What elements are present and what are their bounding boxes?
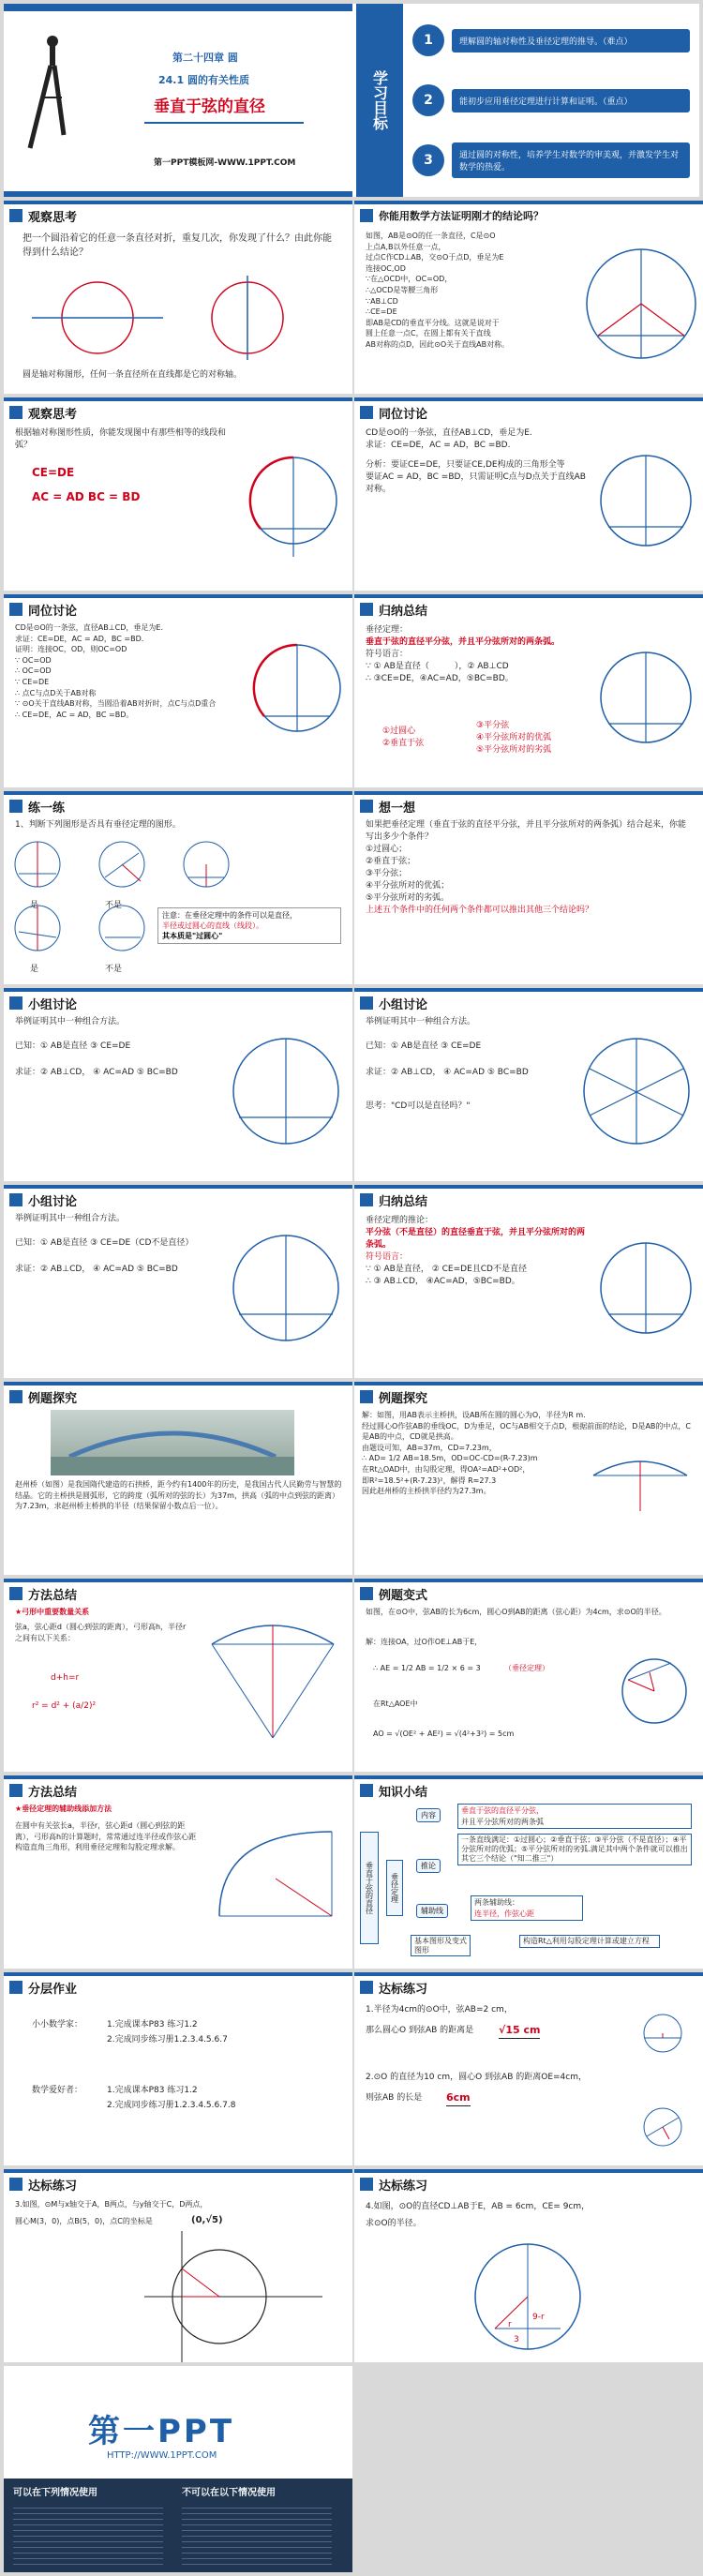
method1-f2: r² = d² + (a/2)² [32, 1701, 97, 1711]
slide-method-1 [4, 1579, 352, 1772]
slide-group-3 [4, 1185, 352, 1378]
proof-circle-diagram [585, 219, 697, 388]
fold-diagram [22, 276, 341, 360]
slide-title: 练一练 [28, 801, 66, 816]
variant-a2: ∴ AE = 1/2 AB = 1/2 × 6 = 3 [373, 1664, 481, 1672]
goal-text-3: 通过圆的对称性，培养学生对数学的审美观，并激发学生对数学的热爱。 [452, 142, 690, 178]
method2-text: 在圆中有关弦长a，半径r，弦心距d（圆心到弦的距离），弓形高h的计算题时，常常通过连半径或作弦心距构造直角三角形，利用垂径定理和勾股定理求解。 [15, 1821, 197, 1852]
cover-section: 24.1 圆的有关性质 [158, 74, 249, 86]
ex3-9r: 9-r [532, 2313, 545, 2322]
slide-exercise-1 [354, 1972, 703, 2165]
slide-exercise-2 [4, 2169, 352, 2362]
method2-diagram [210, 1822, 341, 1935]
bridge-photo [51, 1410, 294, 1475]
slide-cover [4, 4, 699, 197]
slide-discuss-1 [354, 397, 703, 591]
slide-title: 分层作业 [28, 1982, 78, 1997]
observe2-question: 根据轴对称图形性质，你能发现图中有那些相等的线段和弧？ [15, 428, 227, 451]
slide-practice [4, 791, 352, 984]
slide-title: 达标练习 [379, 2179, 428, 2194]
homework-b1: 小小数学家： [32, 2020, 83, 2029]
group1-diagram [225, 1026, 347, 1166]
method2-head: ★垂径定理的辅助线添加方法 [15, 1805, 112, 1813]
knowledge-aux-text: 两条辅助线： 连半径，作弦心距 [471, 1895, 583, 1921]
slide-title: 方法总结 [28, 1785, 78, 1800]
slide-title: 知识小结 [379, 1785, 428, 1800]
group3-sub: 举例证明其中一种组合方法。 [15, 1214, 126, 1223]
ex1-q2: 2.⊙O 的直径为10 cm，圆心O 到弦AB 的距离OE=4cm， [366, 2073, 587, 2082]
slide-title: 小组讨论 [379, 997, 428, 1012]
method1-diagram [202, 1607, 343, 1747]
practice-note: 注意：在垂径定理中的条件可以是直径， 半径或过圆心的直线（线段）。 其本质是"过圆心" [157, 907, 341, 944]
slide-discuss-2 [4, 594, 352, 787]
ex3-diagram [467, 2231, 589, 2362]
discuss1-diagram [594, 426, 697, 576]
ex2-coordinate-diagram [144, 2231, 332, 2362]
group3-known: 已知：① AB是直径 ③ CE=DE（CD不是直径） [15, 1238, 194, 1248]
slide-title: 小组讨论 [28, 997, 78, 1012]
goal-text-1: 理解圆的轴对称性及垂径定理的推导。（难点） [452, 29, 690, 52]
variant-a1: 解：连接OA，过O作OE⊥AB于E， [366, 1638, 483, 1646]
slide-observe-2 [4, 397, 352, 591]
slide-title: 归纳总结 [379, 1194, 428, 1209]
group1-prove: 求证：② AB⊥CD， ④ AC=AD ⑤ BC=BD [15, 1068, 178, 1077]
slide-footer [4, 2366, 352, 2572]
cover-chapter: 第二十四章 圆 [172, 52, 238, 64]
goal-item-3 [412, 137, 690, 184]
slide-summary-1 [354, 594, 703, 787]
homework-b1a: 1.完成课本P83 练习1.2 [107, 2020, 198, 2029]
homework-b1b: 2.完成同步练习册1.2.3.4.5.6.7 [107, 2035, 228, 2044]
knowledge-node-aux: 辅助线 [416, 1904, 448, 1918]
slide-example-1 [4, 1382, 352, 1575]
summary1-diagram [594, 622, 697, 772]
group2-diagram [576, 1026, 697, 1166]
goals-panel [356, 4, 699, 197]
example2-arc [589, 1457, 692, 1513]
ex1-a2: 6cm [446, 2090, 471, 2106]
practice-label-2: 不是 [105, 901, 123, 910]
ex1-diagram-2 [639, 2104, 686, 2150]
knowledge-node-corollary: 推论 [416, 1859, 441, 1873]
observe2-diagram [242, 435, 345, 576]
slide-title: 同位讨论 [379, 407, 428, 422]
cover-site: 第一PPT模板网-WWW.1PPT.COM [154, 158, 296, 168]
example2-lines: 解：如图，用AB表示主桥拱，设AB所在圆的圆心为O，半径为R m. 经过圆心O作弦AB的垂线OC，D为垂足，OC与AB相交于点D，根据前面的结论，D是AB的中点，C是AB的中点，CD就是拱高。 由题设可知，AB=37m，CD=7.23m， ∴ AD= 1/2 AB=18.5m，OD=OC-CD=(R-7.23)m 在Rt△OAD中，由勾股定理，得OA²=AD²+OD²， 即R²=18.5²+(R-7.23)²，解得 R≈27.3 因此赵州桥的主桥拱半径约为27.3m。 [362, 1411, 692, 1496]
slide-exercise-3 [354, 2169, 703, 2362]
ex2-q2: 圆心M(3，0)，点B(5，0)，点C的坐标是 [15, 2217, 153, 2225]
knowledge-mid: 垂径定理 [386, 1860, 403, 1916]
slide-title: 你能用数学方法证明刚才的结论吗？ [379, 210, 544, 222]
slide-title: 例题探究 [28, 1391, 78, 1406]
think-lines: 如果把垂径定理（垂直于弦的直径平分弦，并且平分弦所对的两条弧）结合起来，你能写出多少个条件？ ①过圆心； ②垂直于弦； ③平分弦； ④平分弦所对的优弧； ⑤平分弦所对的劣弧。 上述五个条件中的任何两个条件都可以推出其他三个结论吗？ [366, 820, 687, 916]
summary1-cond: ①过圆心 ②垂直于弦 [382, 726, 425, 749]
method1-text: 弦a，弦心距d（圆心到弦的距离），弓形高h，半径r之间有以下关系： [15, 1623, 187, 1642]
ex1-q1b: 那么圆心O 到弦AB 的距离是 [366, 2026, 474, 2035]
practice-label-1: 是 [30, 901, 39, 910]
slide-summary-2 [354, 1185, 703, 1378]
ex1-q2b: 则弦AB 的长是 [366, 2093, 423, 2103]
homework-b2a: 1.完成课本P83 练习1.2 [107, 2086, 198, 2095]
slide-title: 达标练习 [379, 1982, 428, 1997]
practice-label-4: 不是 [105, 965, 123, 974]
bridge-icon [51, 1410, 294, 1475]
slide-group-2 [354, 988, 703, 1181]
goal-text-2: 能初步应用垂径定理进行计算和证明。（重点） [452, 89, 690, 112]
slide-title: 达标练习 [28, 2179, 78, 2194]
goal-num-3: 3 [412, 144, 444, 176]
homework-b2b: 2.完成同步练习册1.2.3.4.5.6.7.8 [107, 2101, 236, 2110]
knowledge-corollary-text: 一条直线满足：①过圆心；②垂直于弦；③平分弦（不是直径）；④平分弦所对的优弧；⑤平分弦所对的劣弧.满足其中两个条件就可以推出其它三个结论（"知二推三"） [457, 1834, 692, 1865]
observe2-eq1: CE=DE [32, 466, 75, 479]
group2-known: 已知：① AB是直径 ③ CE=DE [366, 1041, 482, 1051]
summary1-text: 垂径定理： 垂直于弦的直径平分弦，并且平分弦所对的两条弧。 符号语言： ∵ ① AB是直径（ ），② AB⊥CD ∴ ③CE=DE，④AC=AD，⑤BC=BD。 [366, 625, 561, 684]
footer-logo: 第一PPT [88, 2413, 235, 2450]
slide-knowledge [354, 1775, 703, 1969]
summary2-text: 垂径定理的推论： 平分弦（不是直径）的直径垂直于弦，并且平分弦所对的两条弧。 符号语言： ∵ ① AB是直径， ② CE=DE且CD不是直径 ∴ ③ AB⊥CD， ④AC=AD，⑤BC=BD。 [366, 1216, 586, 1287]
practice-question: 1、判断下列图形是否具有垂径定理的图形。 [15, 820, 181, 830]
ex3-q: 4.如图，⊙O的直径CD⊥AB于E，AB = 6cm，CE= 9cm， [366, 2202, 591, 2211]
slide-title: 观察思考 [28, 407, 78, 422]
goal-item-1 [412, 17, 690, 64]
practice-label-3: 是 [30, 965, 39, 974]
summary2-diagram [594, 1213, 697, 1363]
knowledge-node-basic: 基本图形及变式图形 [411, 1935, 471, 1956]
variant-question: 如图，在⊙O中，弦AB的长为6cm，圆心O到AB的距离（弦心距）为4cm，求⊙O的半径。 [366, 1608, 666, 1616]
observe-question: 把一个圆沿着它的任意一条直径对折，重复几次，你发现了什么？由此你能得到什么结论？ [22, 233, 332, 258]
ex2-ans: (0,√5) [191, 2215, 223, 2225]
slide-title: 同位讨论 [28, 604, 78, 619]
homework-b2: 数学爱好者： [32, 2086, 83, 2095]
slide-group-1 [4, 988, 352, 1181]
discuss2-lines: CD是⊙O的一条弦，直径AB⊥CD，垂足为E. 求证：CE=DE，AC = AD，BC =BD. 证明：连接OC，OD，则OC=OD ∵ OC=OD ∴ OC=OD ∵ CE=DE ∴ 点C与点D关于AB对称 ∵ ⊙O关于直线AB对称，当圆沿着AB对折时，点C与点D重合 ∴ CE=DE，AC = AD，BC =BD。 [15, 623, 217, 719]
slide-title: 想一想 [379, 801, 416, 816]
ex3-q2: 求⊙O的半径。 [366, 2219, 422, 2228]
slide-title: 小组讨论 [28, 1194, 78, 1209]
footer-left-title: 可以在下列情况使用 [13, 2488, 97, 2498]
group3-prove: 求证：② AB⊥CD， ④ AC=AD ⑤ BC=BD [15, 1265, 178, 1274]
slide-example-variant [354, 1579, 703, 1772]
slide-homework [4, 1972, 352, 2165]
footer-right-title: 不可以在以下情况使用 [182, 2488, 276, 2498]
variant-a4: 在Rt△AOE中 [373, 1700, 418, 1708]
proof-lines: 如图，AB是⊙O的任一条直径，C是⊙O 上点A,B以外任意一点， 过点C作CD⊥AB，交⊙O于点D，垂足为E 连接OC,OD ∵在△OCD中，OC=OD， ∴△OCD是等腰三角形 ∵AB⊥CD ∴CE=DE 即AB是CD的垂直平分线。这就是说对于 圆上任意一点C，在圆上都有关于直线 AB对称的点D，因此⊙O关于直线AB对称。 [366, 232, 510, 349]
slide-title: 归纳总结 [379, 604, 428, 619]
ex1-q1: 1.半径为4cm的⊙O中，弦AB=2 cm， [366, 2005, 513, 2014]
ex3-r: r [508, 2320, 512, 2329]
variant-diagram [617, 1654, 692, 1729]
method1-head: ★弓形中重要数量关系 [15, 1608, 90, 1616]
slide-title: 方法总结 [28, 1588, 78, 1603]
group2-think: 思考："CD可以是直径吗？" [366, 1101, 471, 1111]
discuss1-lines: CD是⊙O的一条弦，直径AB⊥CD，垂足为E. 求证：CE=DE，AC = AD，BC =BD. 分析：要证CE=DE，只要证CE,DE构成的三角形全等 要证AC = AD，BC =BD，只需证明C点与D点关于直线AB对称。 [366, 428, 586, 495]
slide-proof [354, 201, 703, 394]
knowledge-node-content: 内容 [416, 1808, 441, 1822]
knowledge-basic-text: 构造Rt△利用勾股定理计算或建立方程 [519, 1935, 660, 1948]
group3-diagram [225, 1222, 347, 1363]
slide-observe-1 [4, 201, 352, 394]
group1-sub: 举例证明其中一种组合方法。 [15, 1017, 126, 1026]
knowledge-root: 垂直于弦的直径 [360, 1832, 379, 1944]
ex1-diagram-1 [639, 2010, 686, 2057]
method1-f1: d+h=r [51, 1673, 80, 1683]
group1-known: 已知：① AB是直径 ③ CE=DE [15, 1041, 131, 1051]
goal-num-2: 2 [412, 84, 444, 116]
footer-url: HTTP://WWW.1PPT.COM [107, 2450, 217, 2461]
compass-icon [21, 32, 77, 154]
slide-title: 例题探究 [379, 1391, 428, 1406]
slide-title: 观察思考 [28, 210, 78, 225]
ex3-3: 3 [514, 2335, 519, 2344]
cover-title: 垂直于弦的直径 [154, 97, 265, 116]
group2-prove: 求证：② AB⊥CD， ④ AC=AD ⑤ BC=BD [366, 1068, 529, 1077]
variant-a3: （垂径定理） [504, 1664, 549, 1672]
goal-num-1: 1 [412, 24, 444, 56]
observe-conclusion: 圆是轴对称图形，任何一条直径所在直线都是它的对称轴。 [22, 370, 243, 380]
ex1-a1: √15 cm [499, 2023, 540, 2039]
knowledge-content-text: 垂直于弦的直径平分弦， 并且平分弦所对的两条弧 [457, 1804, 692, 1829]
practice-diagrams [9, 834, 347, 966]
summary1-concl: ③平分弦 ④平分弦所对的优弧 ⑤平分弦所对的劣弧 [476, 721, 552, 756]
observe2-eq2: AC = AD BC = BD [32, 490, 141, 503]
slide-title: 例题变式 [379, 1588, 428, 1603]
ex2-q: 3.如图，⊙M与x轴交于A，B两点，与y轴交于C，D两点， [15, 2200, 208, 2209]
slide-method-2 [4, 1775, 352, 1969]
slide-example-2 [354, 1382, 703, 1575]
discuss2-diagram [246, 622, 349, 763]
example1-text: 赵州桥（如图）是我国隋代建造的石拱桥，距今约有1400年的历史，是我国古代人民勤劳与智慧的结晶。它的主桥拱是圆弧形，它的跨度（弧所对的弦的长）为37m，拱高（弧的中点到弦的距离）为7.23m，求赵州桥主桥拱的半径（结果保留小数点后一位）。 [15, 1480, 342, 1511]
goal-item-2 [412, 77, 690, 124]
variant-a5: AO = √(OE² + AE²) = √(4²+3²) = 5cm [373, 1730, 515, 1738]
footer-dark-panel [4, 2479, 352, 2572]
slide-think [354, 791, 703, 984]
group2-sub: 举例证明其中一种组合方法。 [366, 1017, 476, 1026]
goal-label-box: 学习目标 [356, 4, 403, 197]
